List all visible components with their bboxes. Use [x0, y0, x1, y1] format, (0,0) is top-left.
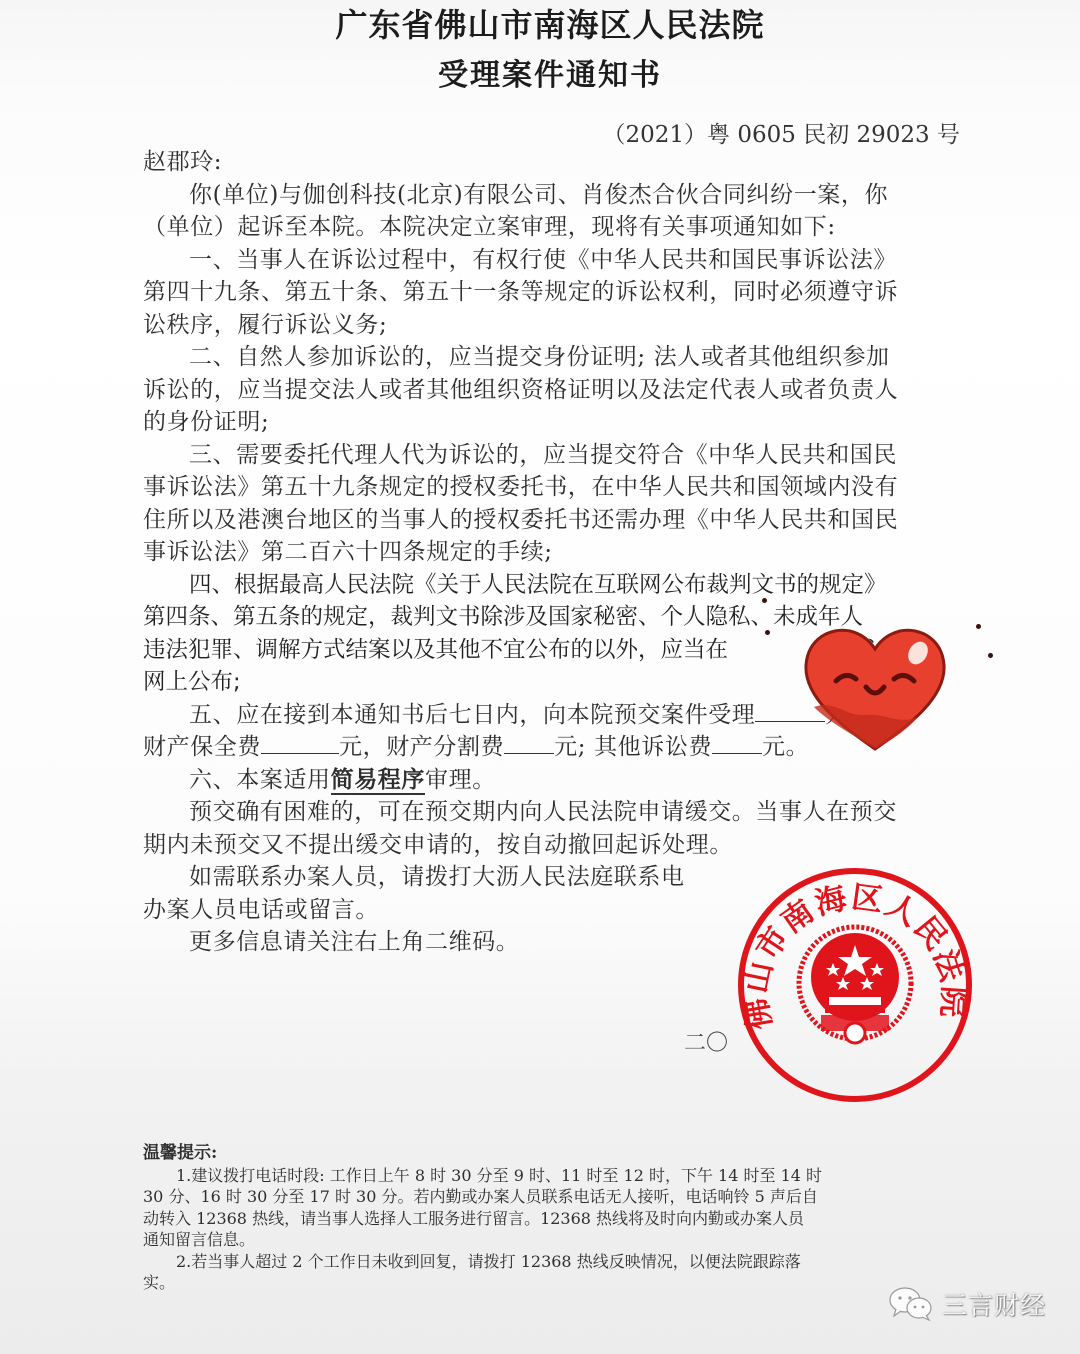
item4-line: 四、根据最高人民法院《关于人民法院在互联网公布裁判文书的规定》 [189, 571, 887, 598]
item4-line: 网上公布; [143, 669, 241, 695]
tips-line: 通知留言信息。 [143, 1230, 256, 1249]
document-title: 受理案件通知书 [438, 58, 662, 93]
body-line: 期内未预交又不提出缓交申请的，按自动撤回起诉处理。 [143, 831, 733, 858]
body-line: 三、需要委托代理人代为诉讼的，应当提交符合《中华人民共和国民 [189, 441, 897, 468]
sparkle-dot-icon [765, 630, 770, 635]
sparkle-dot-icon [976, 624, 981, 629]
tips-line: 1.建议拨打电话时段: 工作日上午 8 时 30 分至 9 时、11 时至 12 时，下午 14 时至 14 时 [176, 1165, 823, 1185]
body-line: 住所以及港澳台地区的当事人的授权委托书还需办理《中华人民共和国民 [143, 506, 899, 533]
fee-blank [504, 731, 554, 754]
item6-text: 六、本案适用 [189, 766, 331, 793]
warm-tips [143, 1143, 973, 1294]
body-line: 更多信息请关注右上角二维码。 [189, 929, 520, 955]
issue-date: 二〇 [684, 1031, 729, 1056]
body-line: 诉讼的，应当提交法人或者其他组织资格证明以及法定代表人或者负责人 [143, 376, 899, 403]
tips-title: 温馨提示: [143, 1143, 218, 1163]
body-line: 讼秩序，履行诉讼义务; [143, 311, 388, 338]
sparkle-dot-icon [762, 598, 767, 603]
body-line: 二、自然人参加诉讼的，应当提交身份证明; 法人或者其他组织参加 [189, 344, 890, 370]
body-line: 如需联系办案人员，请拨打大沥人民法庭联系电 [189, 864, 685, 890]
wechat-watermark [888, 1286, 1046, 1322]
fee-blank [712, 731, 762, 754]
body-line: 你(单位)与伽创科技(北京)有限公司、肖俊杰合伙合同纠纷一案，你 [189, 181, 889, 208]
item5-text: 元; 其他诉讼费 [554, 734, 713, 760]
body-line: 事诉讼法》第二百六十四条规定的手续; [143, 539, 553, 565]
body-line: 预交确有困难的，可在预交期内向人民法院申请缓交。当事人在预交 [189, 799, 897, 825]
body-line: 第四十九条、第五十条、第五十一条等规定的诉讼权利，同时必须遵守诉 [143, 279, 899, 305]
sparkle-dot-icon [988, 653, 993, 658]
item6-line [143, 764, 963, 797]
body-line: （单位）起诉至本院。本院决定立案审理，现将有关事项通知如下: [143, 214, 836, 240]
svg-text:佛山市南海区人民法院: 佛山市南海区人民法院 [737, 879, 972, 1033]
wechat-icon [888, 1286, 934, 1322]
body-line: 办案人员电话或留言。 [143, 896, 379, 923]
fee-blank [261, 731, 339, 754]
court-name: 广东省佛山市南海区人民法院 [335, 6, 765, 44]
body-line: 事诉讼法》第五十九条规定的授权委托书，在中华人民共和国领域内没有 [143, 474, 899, 500]
item5-text: 财产保全费 [143, 734, 261, 760]
item6-text: 审理。 [425, 766, 496, 793]
body-line: 的身份证明; [143, 409, 270, 435]
notice-body [143, 146, 963, 959]
item4-line-text: 违法犯罪、调解方式结案以及其他不宜公布的以外，应当在 [143, 636, 729, 663]
item5-text: 五、应在接到本通知书后七日内，向本院预交案件受理 [189, 701, 756, 728]
body-line: 一、当事人在诉讼过程中，有权行使《中华人民共和国民事诉讼法》 [189, 246, 897, 273]
addressee: 赵郡玲: [143, 149, 223, 175]
tips-line: 实。 [143, 1273, 176, 1292]
item5-text: 元。 [762, 734, 810, 760]
watermark-label: 三言财经 [942, 1291, 1047, 1320]
court-seal-icon [735, 865, 975, 1105]
smiling-heart-sticker-icon [800, 625, 950, 755]
procedure-type: 简易程序 [330, 765, 426, 793]
item4-line: 第四条、第五条的规定，裁判文书除涉及国家秘密、个人隐私、未成年人 [143, 604, 864, 630]
tips-line: 2.若当事人超过 2 个工作日未收到回复，请拨打 12368 热线反映情况，以便法院跟踪落 [176, 1251, 801, 1271]
tips-line: 动转入 12368 热线，请当事人选择人工服务进行留言。12368 热线将及时向内勤或办案人员 [143, 1208, 805, 1228]
case-number: （2021）粤 0605 民初 29023 号 [602, 122, 960, 148]
item5-text: 元，财产分割费 [339, 734, 505, 760]
tips-line: 30 分、16 时 30 分至 17 时 30 分。若内勤或办案人员联系电话无人接听，电话响铃 5 声后自 [143, 1187, 818, 1206]
